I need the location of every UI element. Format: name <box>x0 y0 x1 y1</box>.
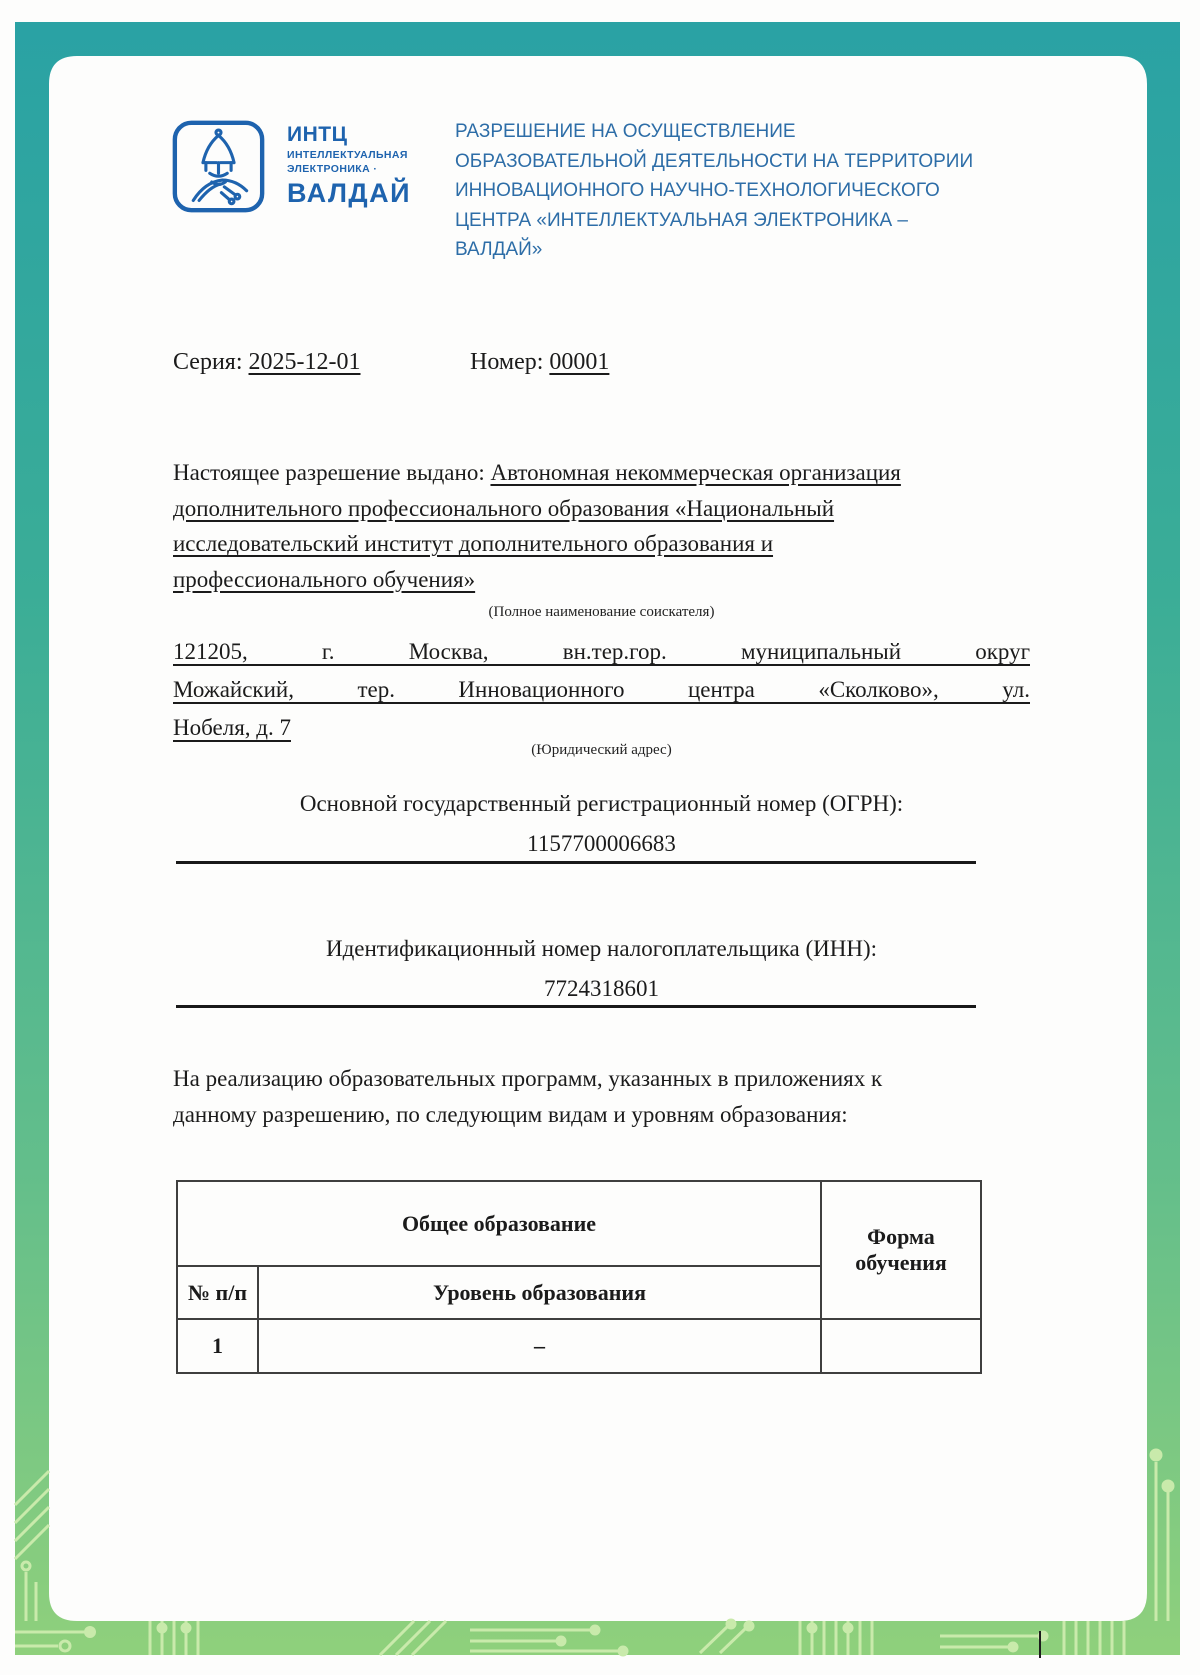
organization-name-part1: Автономная некоммерческая организация <box>490 460 901 485</box>
logo-subtitle-line2: ЭЛЕКТРОНИКА · <box>287 162 378 175</box>
row-number-cell: 1 <box>177 1319 258 1373</box>
programs-intro-line1: На реализацию образовательных программ, указанных в приложениях к <box>173 1066 883 1091</box>
number-field <box>470 349 609 376</box>
col-number-header: № п/п <box>177 1266 258 1319</box>
inn-value: 7724318601 <box>544 976 659 1001</box>
number-label: Номер: <box>470 349 544 375</box>
logo-title: ИНТЦ <box>287 123 348 146</box>
table-row <box>177 1319 981 1373</box>
form-header-cell: Форма обучения <box>821 1181 981 1319</box>
ogrn-value: 1157700006683 <box>527 831 676 856</box>
address-line-3: Нобеля, д. 7 <box>173 715 291 740</box>
logo-wordmark <box>287 124 411 207</box>
organization-name-part3: исследовательский институт дополнительного образования и <box>173 531 774 556</box>
table-group-header-row <box>177 1181 981 1266</box>
group-header-cell: Общее образование <box>177 1181 821 1266</box>
row-form-cell <box>821 1319 981 1373</box>
scan-artifact-mark <box>1039 1631 1041 1658</box>
valday-logo-icon <box>170 118 267 215</box>
issued-to-paragraph <box>173 455 1035 597</box>
document-title: РАЗРЕШЕНИЕ НА ОСУЩЕСТВЛЕНИЕ ОБРАЗОВАТЕЛЬНОЙ ДЕЯТЕЛЬНОСТИ НА ТЕРРИТОРИИ ИННОВАЦИОННОГО НАУЧНО-ТЕХНОЛОГИЧЕСКОГО ЦЕНТРА «ИНТЕЛЛЕКТУАЛЬНАЯ ЭЛЕКТРОНИКА – ВАЛДАЙ» <box>455 121 974 260</box>
applicant-name-caption: (Полное наименование соискателя) <box>488 604 715 620</box>
row-level-cell: – <box>258 1319 821 1373</box>
issued-prefix: Настоящее разрешение выдано: <box>173 460 485 485</box>
programs-intro-line2: данному разрешению, по следующим видам и уровням образования: <box>173 1102 848 1127</box>
series-label: Серия: <box>173 349 243 375</box>
legal-address-caption: (Юридический адрес) <box>531 742 672 758</box>
logo-subtitle-line1: ИНТЕЛЛЕКТУАЛЬНАЯ <box>287 149 408 161</box>
programs-intro-paragraph <box>173 1061 1035 1133</box>
number-value: 00001 <box>549 349 610 375</box>
address-line-2: Можайский, тер. Инновационного центра «Сколково», ул. <box>173 677 1030 702</box>
organization-name-part4: профессионального обучения» <box>173 566 476 592</box>
legal-address <box>173 633 1030 747</box>
address-line-1: 121205, г. Москва, вн.тер.гор. муниципальный округ <box>173 639 1030 664</box>
ogrn-label: Основной государственный регистрационный номер (ОГРН): <box>299 791 904 816</box>
logo-name: ВАЛДАЙ <box>287 178 412 208</box>
education-levels-table <box>176 1180 982 1374</box>
col-level-header: Уровень образования <box>258 1266 821 1319</box>
inn-label: Идентификационный номер налогоплательщика (ИНН): <box>325 936 878 961</box>
organization-name-part2: дополнительного профессионального образования «Национальный <box>173 495 835 521</box>
series-value: 2025-12-01 <box>248 349 361 375</box>
series-field <box>173 349 361 376</box>
ogrn-underline <box>176 861 976 864</box>
issued-line-1 <box>173 455 1035 491</box>
inn-underline <box>176 1005 976 1008</box>
